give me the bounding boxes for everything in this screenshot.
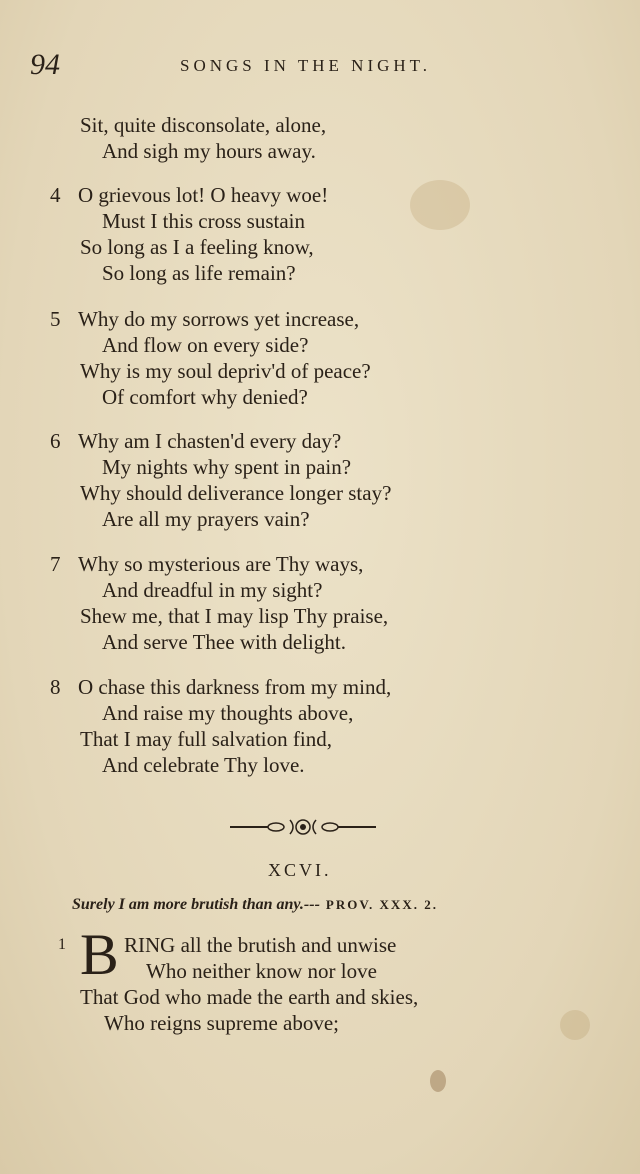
verse-8 <box>50 674 530 780</box>
verse-5 <box>50 306 530 412</box>
verse-line: And flow on every side? <box>102 333 309 357</box>
verse-line: And celebrate Thy love. <box>102 753 305 777</box>
verse-number: 7 <box>50 552 61 576</box>
page-header <box>30 48 500 84</box>
verse-line: So long as I a feeling know, <box>80 235 314 259</box>
verse-number: 1 <box>58 936 66 953</box>
verse-line: O chase this darkness from my mind, <box>78 675 392 699</box>
verse-line: So long as life remain? <box>102 261 296 285</box>
verse-line: Why is my soul depriv'd of peace? <box>80 359 371 383</box>
ornament-divider-icon <box>228 812 378 842</box>
epigraph-reference: PROV. XXX. 2. <box>325 897 438 912</box>
verse-6 <box>50 428 530 534</box>
verse-line: Why so mysterious are Thy ways, <box>78 552 364 576</box>
verse-line: And sigh my hours away. <box>102 139 316 163</box>
verse-4 <box>50 182 530 288</box>
verse-line: Who neither know nor love <box>146 959 377 983</box>
verse-7 <box>50 551 530 657</box>
verse-line: Are all my prayers vain? <box>102 507 310 531</box>
verse-line: And dreadful in my sight? <box>102 578 323 602</box>
verse-line: Shew me, that I may lisp Thy praise, <box>80 604 389 628</box>
verse-line: And serve Thee with delight. <box>102 630 346 654</box>
hymn-number: XCVI. <box>268 860 332 880</box>
verse-line: Who reigns supreme above; <box>104 1011 340 1035</box>
verse-line: Of comfort why denied? <box>102 385 308 409</box>
verse-line: Sit, quite disconsolate, alone, <box>80 113 327 137</box>
paper-stain <box>430 1070 446 1092</box>
verse-line: Must I this cross sustain <box>102 209 306 233</box>
page-number: 94 <box>30 48 60 81</box>
verse-number: 4 <box>50 183 61 207</box>
epigraph-text: Surely I am more brutish than any.--- <box>72 896 320 913</box>
verse-line: My nights why spent in pain? <box>102 455 352 479</box>
verse-line: That God who made the earth and skies, <box>80 985 419 1009</box>
drop-cap: B <box>80 922 119 987</box>
verse-number: 5 <box>50 307 61 331</box>
verse-continuation <box>50 112 530 166</box>
epigraph <box>72 896 438 914</box>
verse-number: 8 <box>50 675 61 699</box>
running-head: SONGS IN THE NIGHT. <box>180 56 432 75</box>
verse-number: 6 <box>50 429 61 453</box>
verse-line: Why do my sorrows yet increase, <box>78 307 360 331</box>
verse-line: That I may full salvation find, <box>80 727 332 751</box>
verse-line: O grievous lot! O heavy woe! <box>78 183 329 207</box>
verse-line: RING all the brutish and unwise <box>124 933 397 957</box>
paper-stain <box>560 1010 590 1040</box>
verse-line: Why am I chasten'd every day? <box>78 429 342 453</box>
verse-line: And raise my thoughts above, <box>102 701 354 725</box>
verse-line: Why should deliverance longer stay? <box>80 481 392 505</box>
